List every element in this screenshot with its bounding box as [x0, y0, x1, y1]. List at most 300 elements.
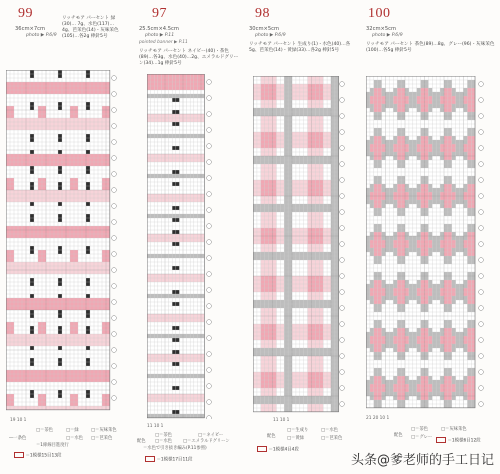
- chart-cell: [421, 196, 425, 200]
- chart-cell: [62, 90, 66, 94]
- chart-cell: [261, 268, 265, 272]
- chart-cell: [187, 74, 191, 78]
- chart-cell: [22, 126, 26, 130]
- chart-cell: [42, 298, 46, 302]
- chart-cell: [421, 324, 425, 328]
- chart-cell: [265, 152, 269, 156]
- chart-cell: [428, 376, 432, 380]
- chart-cell: [187, 274, 191, 278]
- legend-item: □＝緑: [66, 428, 79, 433]
- chart-cell: [471, 284, 475, 288]
- chart-cell: [82, 154, 86, 158]
- chart-cell: [327, 332, 331, 336]
- chart-cell: [169, 82, 173, 86]
- chart-cell: [393, 328, 397, 332]
- chart-cell: [26, 118, 30, 122]
- chart-cell: [273, 196, 277, 200]
- chart-cell: [288, 340, 292, 344]
- chart-cell: [187, 154, 191, 158]
- chart-cell: [444, 328, 448, 332]
- chart-cell: [393, 140, 397, 144]
- chart-cell: [428, 344, 432, 348]
- chart-cell: [273, 96, 277, 100]
- chart-cell: [50, 126, 54, 130]
- chart-cell: [46, 194, 50, 198]
- chart-cell: [327, 144, 331, 148]
- chart-cell: [308, 360, 312, 364]
- chart-cell: [265, 224, 269, 228]
- chart-cell: [280, 324, 284, 328]
- chart-cell: [38, 258, 42, 262]
- chart-cell: [257, 136, 261, 140]
- chart-cell: [467, 276, 471, 280]
- chart-cell: [460, 244, 464, 248]
- chart-cell: [176, 394, 180, 398]
- chart-cell: [425, 384, 429, 388]
- chart-cell: [176, 274, 180, 278]
- chart-cell: [257, 400, 261, 404]
- chart-cell: [273, 304, 277, 308]
- chart-cell: [161, 174, 165, 178]
- chart-cell: [378, 188, 382, 192]
- chart-cell: [315, 264, 319, 268]
- chart-cell: [82, 338, 86, 342]
- chart-cell: [460, 340, 464, 344]
- chart-cell: [378, 144, 382, 148]
- chart-cell: [397, 100, 401, 104]
- chart-cell: [382, 380, 386, 384]
- chart-cell: [273, 80, 277, 84]
- chart-cell: [54, 406, 58, 410]
- chart-cell: [467, 164, 471, 168]
- chart-cell: [323, 372, 327, 376]
- chart-cell: [169, 78, 173, 82]
- chart-cell: [66, 126, 70, 130]
- chart-cell: [34, 342, 38, 346]
- chart-cell: [172, 86, 176, 90]
- chart-cell: [366, 104, 370, 108]
- chart-cell: [276, 136, 280, 140]
- chart-cell: [151, 314, 155, 318]
- chart-cell: [38, 82, 42, 86]
- chart-cell: [147, 294, 151, 298]
- chart-cell: [417, 152, 421, 156]
- chart-cell: [315, 316, 319, 320]
- row-marker: [207, 160, 212, 165]
- chart-cell: [397, 204, 401, 208]
- chart-cell: [273, 144, 277, 148]
- chart-cell: [86, 246, 90, 250]
- chart-cell: [253, 304, 257, 308]
- chart-cell: [38, 406, 42, 410]
- chart-cell: [176, 358, 180, 362]
- chart-cell: [296, 256, 300, 260]
- chart-cell: [158, 74, 162, 78]
- chart-cell: [300, 276, 304, 280]
- chart-cell: [323, 204, 327, 208]
- chart-cell: [300, 188, 304, 192]
- chart-cell: [273, 260, 277, 264]
- chart-cell: [42, 230, 46, 234]
- chart-cell: [370, 144, 374, 148]
- chart-cell: [261, 188, 265, 192]
- chart-cell: [456, 392, 460, 396]
- chart-cell: [158, 254, 162, 258]
- chart-cell: [30, 134, 34, 138]
- chart-cell: [448, 112, 452, 116]
- chart-cell: [315, 192, 319, 196]
- color-legend: [6, 427, 121, 449]
- chart-cell: [382, 148, 386, 152]
- chart-cell: [261, 296, 265, 300]
- chart-cell: [467, 132, 471, 136]
- chart-cell: [397, 252, 401, 256]
- chart-cell: [74, 122, 78, 126]
- chart-cell: [417, 96, 421, 100]
- chart-cell: [284, 216, 288, 220]
- chart-cell: [176, 386, 180, 390]
- chart-cell: [304, 160, 308, 164]
- chart-cell: [269, 280, 273, 284]
- chart-cell: [323, 156, 327, 160]
- chart-cell: [405, 96, 409, 100]
- chart-cell: [50, 226, 54, 230]
- chart-cell: [436, 244, 440, 248]
- chart-cell: [312, 176, 316, 180]
- chart-cell: [393, 248, 397, 252]
- chart-cell: [14, 90, 18, 94]
- chart-cell: [401, 288, 405, 292]
- chart-cell: [448, 352, 452, 356]
- chart-cell: [90, 406, 94, 410]
- chart-cell: [389, 344, 393, 348]
- chart-cell: [421, 308, 425, 312]
- chart-cell: [74, 110, 78, 114]
- chart-cell: [176, 230, 180, 234]
- chart-cell: [90, 342, 94, 346]
- chart-cell: [319, 176, 323, 180]
- chart-cell: [308, 260, 312, 264]
- chart-cell: [183, 294, 187, 298]
- chart-cell: [452, 236, 456, 240]
- chart-cell: [464, 284, 468, 288]
- chart-cell: [331, 116, 335, 120]
- chart-cell: [312, 108, 316, 112]
- chart-cell: [452, 344, 456, 348]
- chart-cell: [440, 204, 444, 208]
- chart-cell: [280, 304, 284, 308]
- chart-cell: [471, 96, 475, 100]
- chart-cell: [10, 330, 14, 334]
- chart-cell: [464, 248, 468, 252]
- chart-cell: [397, 184, 401, 188]
- chart-cell: [102, 374, 106, 378]
- chart-cell: [273, 208, 277, 212]
- chart-cell: [370, 200, 374, 204]
- chart-cell: [10, 302, 14, 306]
- chart-cell: [42, 398, 46, 402]
- chart-cell: [276, 228, 280, 232]
- chart-cell: [46, 190, 50, 194]
- chart-cell: [273, 384, 277, 388]
- chart-cell: [46, 342, 50, 346]
- chart-cell: [276, 304, 280, 308]
- chart-cell: [464, 156, 468, 160]
- chart-cell: [444, 236, 448, 240]
- chart-cell: [382, 204, 386, 208]
- chart-cell: [265, 404, 269, 408]
- chart-cell: [147, 358, 151, 362]
- chart-cell: [300, 336, 304, 340]
- chart-cell: [18, 126, 22, 130]
- chart-cell: [413, 384, 417, 388]
- chart-cell: [14, 198, 18, 202]
- chart-cell: [261, 288, 265, 292]
- chart-cell: [382, 92, 386, 96]
- chart-cell: [401, 96, 405, 100]
- chart-cell: [401, 256, 405, 260]
- chart-cell: [58, 342, 62, 346]
- chart-cell: [147, 82, 151, 86]
- chart-cell: [66, 198, 70, 202]
- chart-cell: [18, 226, 22, 230]
- chart-cell: [102, 114, 106, 118]
- chart-cell: [273, 380, 277, 384]
- chart-cell: [315, 200, 319, 204]
- chart-cell: [393, 204, 397, 208]
- chart-cell: [18, 198, 22, 202]
- chart-cell: [440, 104, 444, 108]
- chart-cell: [315, 204, 319, 208]
- chart-cell: [315, 188, 319, 192]
- chart-cell: [187, 78, 191, 82]
- chart-cell: [471, 260, 475, 264]
- chart-cell: [386, 140, 390, 144]
- chart-cell: [370, 192, 374, 196]
- chart-cell: [425, 148, 429, 152]
- chart-cell: [397, 176, 401, 180]
- chart-cell: [327, 236, 331, 240]
- chart-cell: [269, 288, 273, 292]
- chart-cell: [413, 296, 417, 300]
- chart-cell: [393, 200, 397, 204]
- chart-cell: [190, 86, 194, 90]
- chart-cell: [471, 232, 475, 236]
- chart-cell: [292, 300, 296, 304]
- row-marker: [112, 332, 117, 337]
- chart-cell: [378, 152, 382, 156]
- chart-cell: [319, 100, 323, 104]
- chart-cell: [179, 414, 183, 418]
- chart-cell: [265, 96, 269, 100]
- chart-cell: [319, 316, 323, 320]
- chart-cell: [147, 414, 151, 418]
- chart-cell: [323, 352, 327, 356]
- chart-cell: [62, 306, 66, 310]
- chart-cell: [288, 124, 292, 128]
- chart-cell: [292, 112, 296, 116]
- chart-cell: [425, 236, 429, 240]
- chart-cell: [257, 188, 261, 192]
- chart-cell: [389, 384, 393, 388]
- chart-cell: [74, 306, 78, 310]
- chart-cell: [405, 340, 409, 344]
- chart-cell: [300, 240, 304, 244]
- chart-cell: [265, 256, 269, 260]
- chart-cell: [421, 136, 425, 140]
- chart-cell: [70, 266, 74, 270]
- chart-cell: [319, 164, 323, 168]
- chart-cell: [90, 234, 94, 238]
- chart-cell: [374, 272, 378, 276]
- chart-cell: [172, 398, 176, 402]
- chart-cell: [10, 154, 14, 158]
- chart-cell: [409, 104, 413, 108]
- chart-cell: [331, 180, 335, 184]
- chart-cell: [308, 92, 312, 96]
- chart-cell: [269, 396, 273, 400]
- chart-cell: [261, 224, 265, 228]
- chart-cell: [397, 404, 401, 408]
- chart-cell: [378, 156, 382, 160]
- chart-cell: [194, 238, 198, 242]
- chart-cell: [30, 346, 34, 350]
- chart-cell: [82, 374, 86, 378]
- chart-cell: [444, 248, 448, 252]
- chart-cell: [366, 336, 370, 340]
- chart-cell: [42, 190, 46, 194]
- chart-cell: [312, 204, 316, 208]
- chart-cell: [389, 140, 393, 144]
- chart-cell: [467, 96, 471, 100]
- chart-cell: [452, 192, 456, 196]
- chart-cell: [444, 112, 448, 116]
- chart-cell: [70, 114, 74, 118]
- chart-cell: [26, 194, 30, 198]
- chart-cell: [432, 284, 436, 288]
- chart-cell: [448, 92, 452, 96]
- chart-cell: [74, 198, 78, 202]
- chart-cell: [315, 312, 319, 316]
- chart-cell: [327, 352, 331, 356]
- chart-cell: [296, 352, 300, 356]
- chart-cell: [393, 396, 397, 400]
- chart-cell: [78, 126, 82, 130]
- chart-cell: [58, 262, 62, 266]
- chart-cell: [312, 372, 316, 376]
- chart-cell: [393, 152, 397, 156]
- chart-cell: [428, 236, 432, 240]
- chart-cell: [30, 106, 34, 110]
- chart-cell: [187, 82, 191, 86]
- chart-cell: [34, 374, 38, 378]
- chart-cell: [70, 122, 74, 126]
- pattern-100: [360, 0, 500, 474]
- chart-cell: [370, 248, 374, 252]
- chart-cell: [331, 236, 335, 240]
- row-marker: [479, 162, 484, 167]
- chart-cell: [425, 192, 429, 196]
- chart-cell: [452, 280, 456, 284]
- chart-cell: [288, 408, 292, 412]
- chart-cell: [273, 312, 277, 316]
- chart-cell: [253, 108, 257, 112]
- chart-cell: [327, 88, 331, 92]
- chart-cell: [386, 284, 390, 288]
- chart-cell: [319, 252, 323, 256]
- chart-cell: [308, 308, 312, 312]
- chart-cell: [323, 96, 327, 100]
- chart-cell: [257, 380, 261, 384]
- chart-cell: [261, 152, 265, 156]
- row-marker: [207, 288, 212, 293]
- chart-cell: [253, 252, 257, 256]
- chart-cell: [151, 114, 155, 118]
- chart-cell: [374, 232, 378, 236]
- chart-cell: [38, 178, 42, 182]
- chart-cell: [280, 192, 284, 196]
- chart-cell: [397, 88, 401, 92]
- chart-cell: [261, 300, 265, 304]
- chart-cell: [315, 276, 319, 280]
- chart-cell: [10, 374, 14, 378]
- chart-cell: [158, 294, 162, 298]
- row-marker: [207, 304, 212, 309]
- chart-cell: [30, 314, 34, 318]
- chart-cell: [397, 392, 401, 396]
- legend-item: □＝茶色: [411, 427, 428, 432]
- chart-cell: [308, 264, 312, 268]
- chart-cell: [273, 232, 277, 236]
- chart-cell: [257, 256, 261, 260]
- chart-cell: [452, 376, 456, 380]
- chart-cell: [304, 188, 308, 192]
- chart-cell: [315, 88, 319, 92]
- chart-cell: [370, 396, 374, 400]
- chart-cell: [319, 136, 323, 140]
- chart-cell: [397, 260, 401, 264]
- chart-cell: [397, 340, 401, 344]
- repeat-note: [436, 437, 481, 444]
- chart-cell: [158, 274, 162, 278]
- chart-cell: [323, 380, 327, 384]
- chart-cell: [269, 208, 273, 212]
- chart-cell: [288, 136, 292, 140]
- chart-cell: [409, 200, 413, 204]
- legend-note: 配色: [137, 439, 146, 444]
- chart-cell: [421, 224, 425, 228]
- chart-cell: [444, 388, 448, 392]
- chart-cell: [151, 198, 155, 202]
- chart-cell: [401, 284, 405, 288]
- chart-cell: [323, 140, 327, 144]
- chart-cell: [78, 342, 82, 346]
- chart-cell: [18, 122, 22, 126]
- chart-cell: [467, 260, 471, 264]
- chart-cell: [308, 400, 312, 404]
- chart-cell: [30, 82, 34, 86]
- chart-cell: [452, 252, 456, 256]
- chart-cell: [187, 214, 191, 218]
- chart-cell: [172, 74, 176, 78]
- chart-cell: [456, 296, 460, 300]
- chart-cell: [413, 332, 417, 336]
- chart-cell: [273, 168, 277, 172]
- chart-cell: [374, 388, 378, 392]
- chart-cell: [460, 292, 464, 296]
- chart-cell: [421, 296, 425, 300]
- chart-cell: [300, 280, 304, 284]
